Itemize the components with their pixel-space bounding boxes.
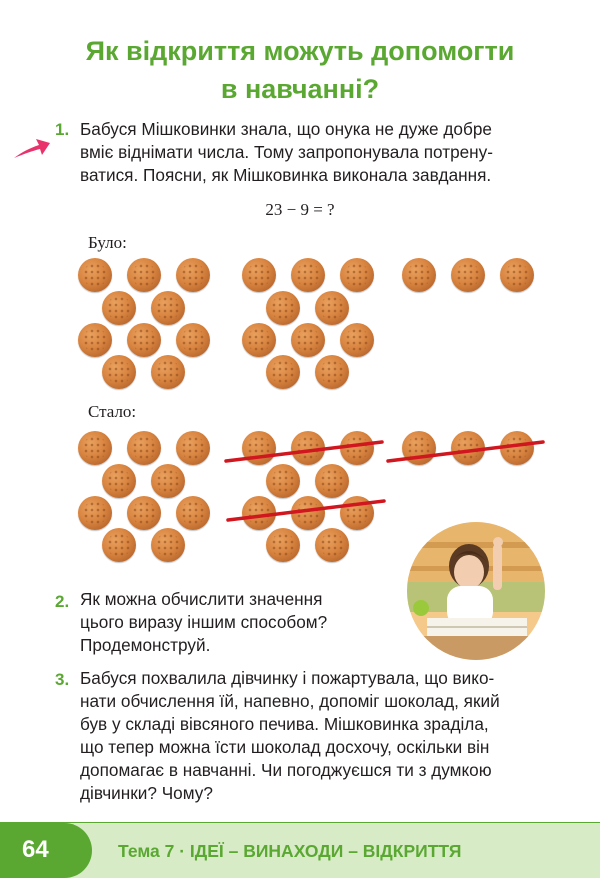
task-2-text [80, 588, 327, 657]
strike-line [228, 501, 384, 520]
strike-line [388, 442, 543, 461]
before-label: Було: [88, 233, 127, 252]
task-1-line: вміє віднімати числа. Тому запропонувала потрену- [80, 142, 493, 162]
title-line-1: Як відкриття можуть допомогти [85, 36, 515, 66]
math-expression: 23 − 9 = ? [265, 200, 335, 219]
task-3-line: дівчинки? Чому? [80, 783, 213, 803]
task-2-line: цього виразу іншим способом? [80, 612, 328, 632]
page-number: 64 [22, 836, 49, 863]
task-1-line: ватися. Поясни, як Мішковинка виконала завдання. [80, 165, 492, 185]
task-3-line: допомагає в навчанні. Чи погоджуєшся ти з думкою [80, 760, 492, 780]
after-label: Стало: [88, 402, 137, 421]
girl-thinking-photo [407, 522, 545, 660]
task-3-line: був у складі вівсяного печива. Мішковинка зраділа, [80, 714, 489, 734]
strike-line [226, 442, 382, 461]
task-1-number: 1. [55, 120, 70, 139]
task-3-line: Бабуся похвалила дівчинку і пожартувала, що вико- [80, 668, 495, 688]
task-2-number: 2. [55, 592, 70, 611]
task-3-number: 3. [55, 670, 70, 689]
task-1-line: Бабуся Мішковинки знала, що онука не дуже добре [80, 119, 492, 139]
task-3-line: нати обчислення їй, напевно, допоміг шоколад, який [80, 691, 500, 711]
title-line-2: в навчанні? [220, 74, 380, 104]
footer-topic: Тема 7 · ІДЕЇ – ВИНАХОДИ – ВІДКРИТТЯ [118, 841, 462, 861]
task-2-line: Продемонструй. [80, 635, 211, 655]
task-3-text [80, 667, 500, 805]
task-3-line: що тепер можна їсти шоколад досхочу, оскільки він [80, 737, 490, 757]
task-2-line: Як можна обчислити значення [80, 589, 323, 609]
